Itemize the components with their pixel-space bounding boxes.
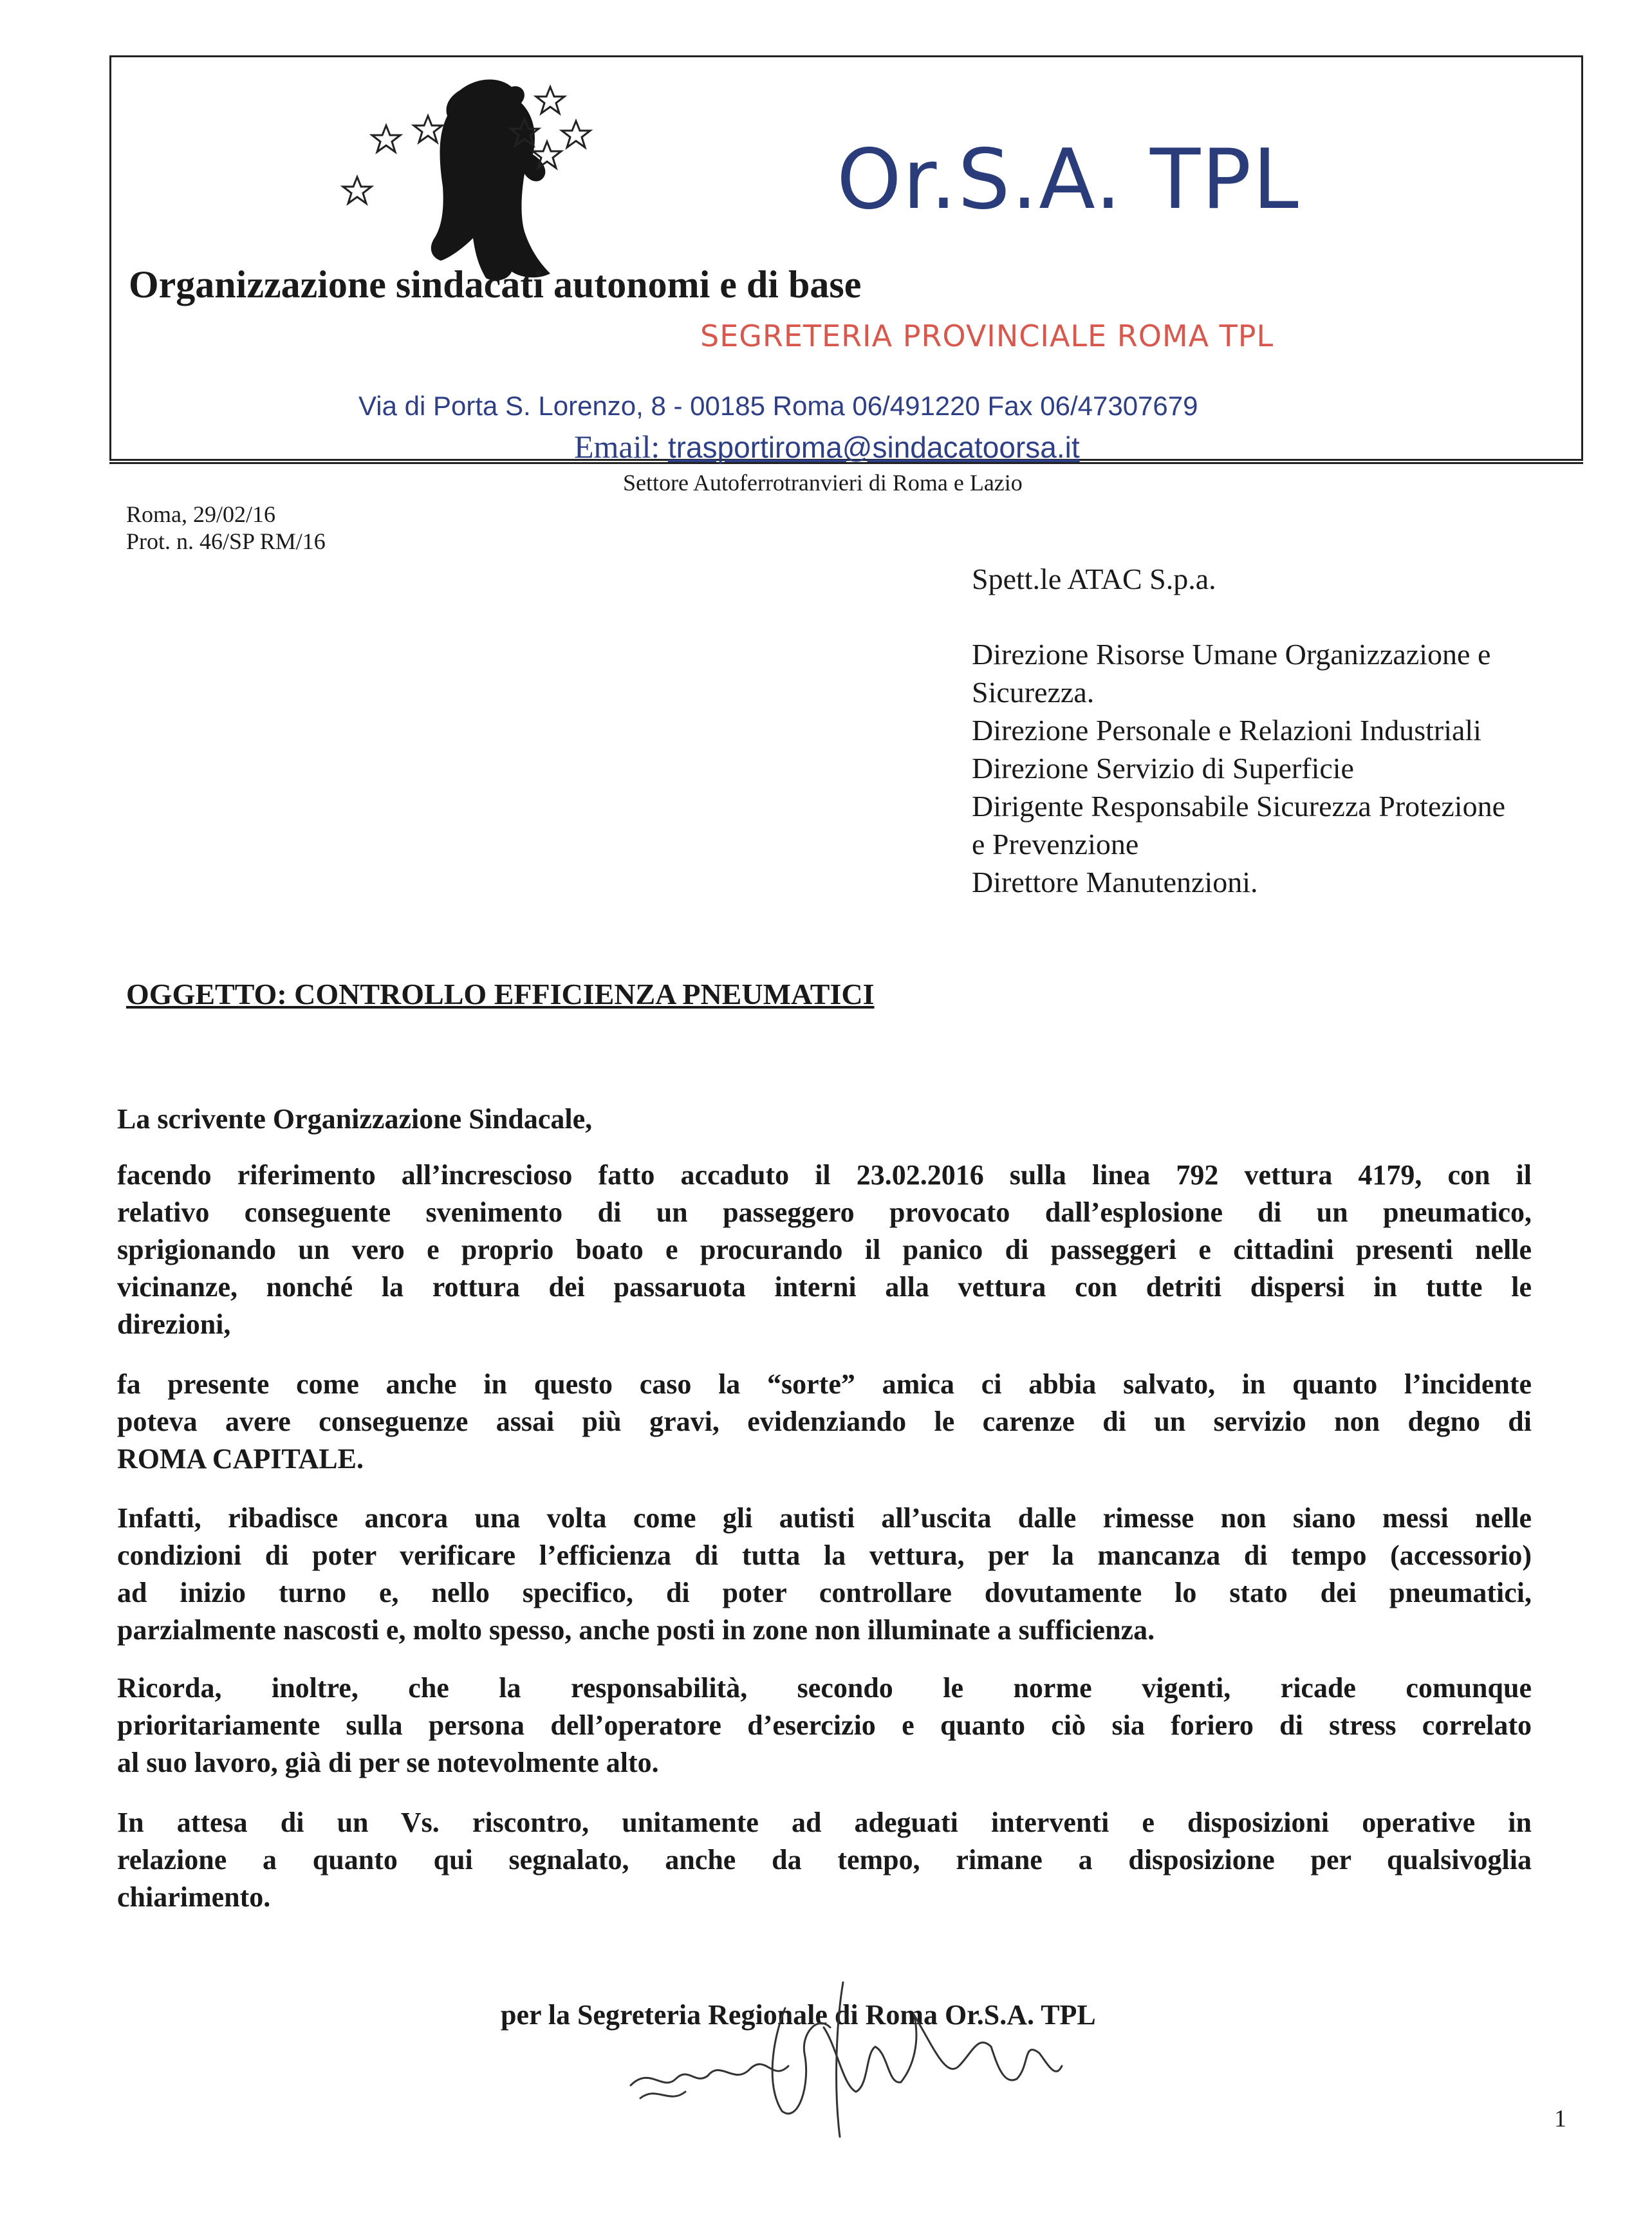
org-sector: Settore Autoferrotranvieri di Roma e Lazio (623, 470, 1023, 496)
paragraph-1 (117, 1157, 1532, 1343)
org-secretariat: SEGRETERIA PROVINCIALE ROMA TPL (700, 319, 1274, 353)
body-line: fa presente come anche in questo caso la “sorte” amica ci abbia salvato, in quanto l’incidente (117, 1368, 1532, 1400)
body-line: In attesa di un Vs. riscontro, unitamente ad adeguati interventi e disposizioni operative in (117, 1807, 1532, 1838)
recipient-line: Dirigente Responsabile Sicurezza Protezione (972, 790, 1505, 823)
org-brand: Or.S.A. TPL (837, 132, 1300, 228)
bear-with-stars-logo (328, 64, 618, 290)
body-line: La scrivente Organizzazione Sindacale, (117, 1103, 593, 1135)
email-link[interactable]: trasportiroma@sindacatoorsa.it (667, 431, 1080, 464)
recipient-line: Direzione Servizio di Superficie (972, 752, 1354, 785)
paragraph-2 (117, 1366, 1532, 1478)
body-line: condizioni di poter verificare l’efficienza di tutta la vettura, per la mancanza di tempo (accessorio) (117, 1540, 1532, 1571)
body-line: relazione a quanto qui segnalato, anche da tempo, rimane a disposizione per qualsivoglia (117, 1844, 1532, 1876)
body-line: Infatti, ribadisce ancora una volta come gli autisti all’uscita dalle rimesse non siano messi nelle (117, 1502, 1532, 1534)
email-label: Email: (574, 429, 660, 465)
body-line: Ricorda, inoltre, che la responsabilità, secondo le norme vigenti, ricade comunque (117, 1672, 1532, 1704)
letter-date: Roma, 29/02/16 (126, 501, 275, 527)
closing-line: per la Segreteria Regionale di Roma Or.S.A. TPL (501, 1999, 1096, 2031)
body-line: sprigionando un vero e proprio boato e procurando il panico di passeggeri e cittadini presenti nelle (117, 1234, 1532, 1265)
letter-subject: OGGETTO: CONTROLLO EFFICIENZA PNEUMATICI (126, 978, 875, 1010)
body-line: ROMA CAPITALE. (117, 1443, 364, 1475)
org-full-name: Organizzazione sindacati autonomi e di base (129, 263, 862, 306)
recipient-line: Spett.le ATAC S.p.a. (972, 563, 1216, 595)
recipient-line: Direttore Manutenzioni. (972, 866, 1258, 898)
body-line: facendo riferimento all’increscioso fatto accaduto il 23.02.2016 sulla linea 792 vettura 4179, con il (117, 1159, 1532, 1191)
body-line: poteva avere conseguenze assai più gravi, evidenziando le carenze di un servizio non degno di (117, 1406, 1532, 1437)
org-address: Via di Porta S. Lorenzo, 8 - 00185 Roma 06/491220 Fax 06/47307679 (358, 391, 1198, 421)
body-line: vicinanze, nonché la rottura dei passaruota interni alla vettura con detriti dispersi in tutte le (117, 1271, 1532, 1303)
body-line: al suo lavoro, già di per se notevolmente alto. (117, 1747, 659, 1778)
org-email-line (574, 428, 1080, 465)
recipient-line: Sicurezza. (972, 676, 1095, 709)
recipient-line: e Prevenzione (972, 828, 1139, 861)
paragraph-5 (117, 1804, 1532, 1916)
protocol-number: Prot. n. 46/SP RM/16 (126, 528, 326, 554)
opening-line (117, 1101, 1532, 1138)
body-line: relativo conseguente svenimento di un passeggero provocato dall’esplosione di un pneumatico, (117, 1196, 1532, 1228)
recipient-line: Direzione Personale e Relazioni Industriali (972, 714, 1481, 747)
paragraph-4 (117, 1670, 1532, 1782)
body-line: parzialmente nascosti e, molto spesso, anche posti in zone non illuminate a sufficienza. (117, 1614, 1155, 1646)
body-line: prioritariamente sulla persona dell’operatore d’esercizio e quanto ciò sia foriero di stress correlato (117, 1709, 1532, 1741)
body-line: ad inizio turno e, nello specifico, di poter controllare dovutamente lo stato dei pneumatici, (117, 1577, 1532, 1608)
recipient-line: Direzione Risorse Umane Organizzazione e (972, 638, 1491, 671)
page-number: 1 (1554, 2105, 1566, 2132)
bear-icon (431, 80, 550, 281)
body-line: chiarimento. (117, 1881, 271, 1913)
handwritten-signature (611, 1957, 1088, 2150)
body-line: direzioni, (117, 1308, 231, 1340)
paragraph-3 (117, 1500, 1532, 1649)
